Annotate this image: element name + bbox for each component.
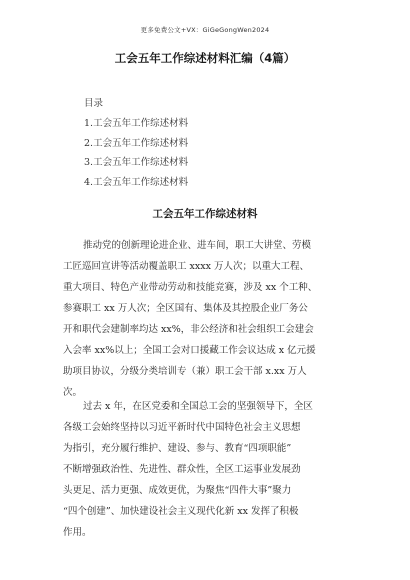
paragraph-line: 各级工会始终坚持以习近平新时代中国特色社会主义思想 (63, 422, 301, 433)
toc-item-2[interactable]: 2.工会五年工作综述材料 (84, 137, 189, 149)
toc-heading: 目录 (84, 98, 104, 109)
paragraph-line: 工匠巡回宣讲等活动覆盖职工 xxxx 万人次；以重大工程、 (63, 261, 309, 272)
toc-item-1[interactable]: 1.工会五年工作综述材料 (84, 118, 189, 129)
paragraph-line: 为指引，充分履行维护、建设、参与、教育“四项职能” (63, 443, 292, 454)
toc-list (84, 114, 344, 192)
body-paragraph-1 (63, 235, 355, 403)
paragraph-line: 开和职代会建制率均达 xx%，非公经济和社会组织工会建会 (63, 324, 314, 335)
paragraph-line: 次。 (63, 387, 83, 398)
paragraph-line: 不断增强政治性、先进性、群众性，全区工运事业发展劲 (63, 464, 301, 475)
toc-item-3[interactable]: 3.工会五年工作综述材料 (84, 157, 189, 168)
paragraph-line: 入会率 xx%以上；全国工会对口援藏工作会议达成 x 亿元援 (63, 345, 316, 356)
paragraph-line: 头更足、活力更强、成效更优，为聚焦“四件大事”聚力 (63, 485, 292, 496)
paragraph-line: “四个创建”、加快建设社会主义现代化新 xx 发挥了积极 (63, 506, 299, 517)
document-title: 工会五年工作综述材料汇编（4篇） (114, 51, 296, 65)
body-paragraph-2 (63, 396, 355, 543)
paragraph-line: 重大项目、特色产业带动劳动和技能竞赛，涉及 xx 个工种、 (63, 282, 318, 293)
paragraph-line: 推动党的创新理论进企业、进车间，职工大讲堂、劳模 (83, 240, 312, 251)
paragraph-line: 参赛职工 xx 万人次；全区国有、集体及其控股企业厂务公 (63, 303, 308, 314)
paragraph-line: 作用。 (63, 527, 92, 538)
paragraph-line: 过去 x 年，在区党委和全国总工会的坚强领导下，全区 (83, 401, 313, 412)
paragraph-line: 助项目协议，分级分类培训专（兼）职工会干部 x.xx 万人 (63, 366, 307, 377)
header-watermark: 更多免费公文+VX：GiGeGongWen2024 (140, 26, 270, 34)
table-of-contents (84, 94, 344, 192)
toc-item-4[interactable]: 4.工会五年工作综述材料 (84, 176, 189, 188)
section-title: 工会五年工作综述材料 (152, 208, 258, 220)
